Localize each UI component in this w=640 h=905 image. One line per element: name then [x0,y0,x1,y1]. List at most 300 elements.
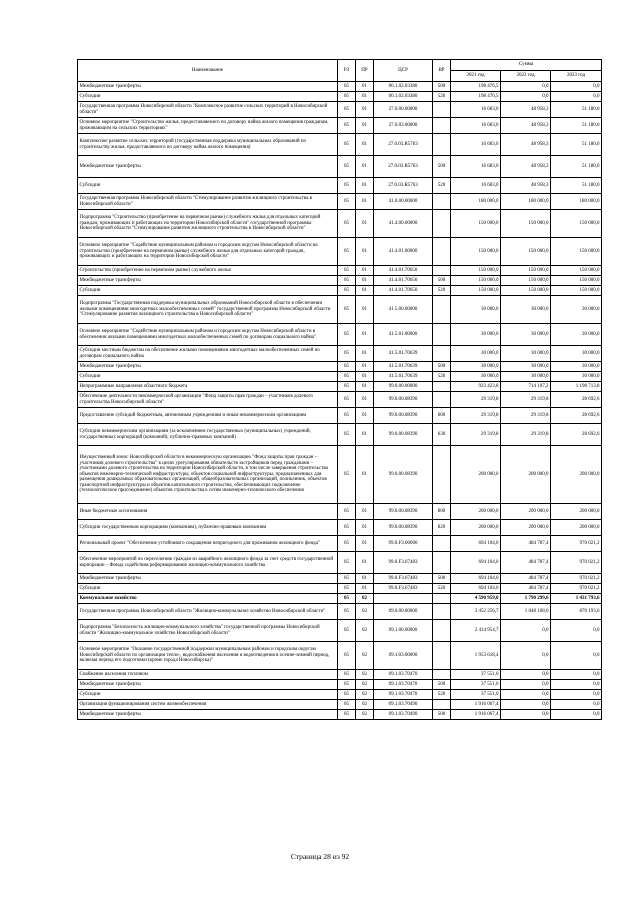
table-row [78,276,602,286]
cell-name: Обеспечение деятельности некоммерческой организации "Фонд защиты прав граждан – участников долевого строительства Новосибирской области" [78,392,338,408]
cell-2023: 51 180,0 [551,118,602,134]
cell-csr: 09.1.03.70490 [374,710,433,720]
table-row [78,362,602,372]
cell-2022: 48 958,3 [501,118,551,134]
cell-2022: 484 787,4 [501,574,551,584]
cell-2023: 30 000,0 [551,372,602,382]
header-vr: ВР [433,60,451,82]
cell-rz: 05 [338,424,356,446]
cell-2021: 1 916 067,4 [451,700,501,710]
cell-name: Субсидии некоммерческим организациям (за исключением государственных (муниципальных) учреждений, государственных корпораций (компаний), публично-правовых компаний) [78,424,338,446]
table-row [78,92,602,102]
cell-csr: 99.0.F3.67483 [374,584,433,594]
cell-pr: 01 [356,408,374,424]
cell-vr: 520 [433,178,451,194]
cell-2021: 200 000,0 [451,520,501,536]
table-row [78,134,602,156]
cell-vr: 500 [433,574,451,584]
cell-vr [433,266,451,276]
cell-vr [433,194,451,210]
table-row [78,346,602,362]
cell-name: Межбюджетные трансферты [78,710,338,720]
cell-2022: 0,0 [501,82,551,92]
cell-2022: 29 319,8 [501,424,551,446]
cell-pr: 01 [356,210,374,238]
table-row [78,392,602,408]
cell-pr: 02 [356,670,374,680]
cell-name: Межбюджетные трансферты [78,680,338,690]
cell-rz: 05 [338,520,356,536]
cell-name: Межбюджетные трансферты [78,156,338,178]
table-row [78,324,602,346]
cell-2021: 30 000,0 [451,296,501,324]
table-row [78,642,602,670]
cell-pr: 01 [356,134,374,156]
cell-2021: 30 000,0 [451,324,501,346]
cell-csr: 41.4.01.70650 [374,286,433,296]
cell-rz: 05 [338,266,356,276]
cell-2022: 0,0 [501,710,551,720]
cell-vr [433,102,451,118]
cell-csr: 41.4.01.00000 [374,238,433,266]
cell-2023: 150 000,0 [551,210,602,238]
table-row [78,710,602,720]
cell-name: Основное мероприятие "Строительство жилья, предоставляемого по договору найма жилого помещения гражданам, проживающим на сельских территориях" [78,118,338,134]
cell-csr: 09.0.00.00000 [374,604,433,620]
header-year-2023: 2023 год [551,71,602,82]
cell-name: Субсидии [78,584,338,594]
cell-rz: 05 [338,392,356,408]
cell-pr: 01 [356,82,374,92]
cell-vr: 520 [433,92,451,102]
cell-pr: 02 [356,594,374,604]
cell-rz: 05 [338,700,356,710]
cell-rz: 05 [338,178,356,194]
cell-2023: 0,0 [551,82,602,92]
cell-2022: 48 958,3 [501,102,551,118]
cell-name: Обеспечение мероприятий по переселению граждан из аварийного жилищного фонда за счет средств государственной корпорации – Фонда содействия реформированию жилищно-коммунального хозяйства [78,552,338,574]
cell-vr: 630 [433,424,451,446]
cell-csr: 99.0.00.08390 [374,424,433,446]
cell-vr [433,536,451,552]
cell-rz: 05 [338,594,356,604]
cell-rz: 05 [338,690,356,700]
cell-pr: 01 [356,362,374,372]
cell-pr: 01 [356,238,374,266]
cell-2021: 16 683,0 [451,178,501,194]
cell-2021: 1 953 618,4 [451,642,501,670]
cell-2022: 150 000,0 [501,276,551,286]
cell-vr: 500 [433,710,451,720]
cell-2022: 484 787,4 [501,552,551,574]
cell-2022: 30 000,0 [501,346,551,362]
cell-rz: 05 [338,82,356,92]
cell-2021: 16 683,0 [451,118,501,134]
cell-pr: 01 [356,296,374,324]
table-row [78,82,602,92]
cell-2021: 923 423,8 [451,382,501,392]
table-row [78,620,602,642]
cell-name: Имущественный взнос Новосибирской области в некоммерческую организацию "Фонд защиты прав граждан – участников долевого строительства" в целях урегулирования обязательств застройщиков перед гражданами – участниками долевого строительства на территории Новосибирской области, в том числе завершения строительства объектов инженерно-технической инфраструктуры, объектов социальной инфраструктуры, предназначенных для размещения дошкольных образовательных организаций, общеобразовательных организаций, поликлиник, объектов транспортной инфраструктуры и объектов капитального строительства, обеспечивающих подключение (технологическое присоединение) объектов строительства к сетям инженерно-технического обеспечения [78,446,338,504]
cell-csr: 06.1.02.03380 [374,82,433,92]
cell-csr: 09.1.03.70470 [374,690,433,700]
cell-name: Предоставление субсидий бюджетным, автономным учреждениям и иным некоммерческим организациям [78,408,338,424]
cell-2021: 30 000,0 [451,346,501,362]
cell-2023: 0,0 [551,700,602,710]
cell-2022: 30 000,0 [501,372,551,382]
cell-rz: 05 [338,584,356,594]
cell-2021: 694 104,0 [451,574,501,584]
cell-2021: 37 551,0 [451,690,501,700]
cell-pr: 01 [356,536,374,552]
cell-2023: 180 000,0 [551,194,602,210]
cell-2021: 16 683,0 [451,134,501,156]
table-row [78,286,602,296]
header-pr: ПР [356,60,374,82]
cell-csr: 27.0.00.00000 [374,102,433,118]
cell-vr: 520 [433,372,451,382]
cell-csr: 99.0.00.08390 [374,520,433,536]
cell-csr: 99.0.F3.67483 [374,574,433,584]
cell-2023: 200 000,0 [551,446,602,504]
cell-name: Основное мероприятие "Содействие муниципальным районам и городским округам Новосибирской области в обеспечении жилыми помещениями многодетных малообеспеченных семей по договорам социального найма" [78,324,338,346]
cell-pr: 01 [356,520,374,536]
cell-vr [433,446,451,504]
cell-pr: 01 [356,92,374,102]
cell-vr [433,392,451,408]
cell-name: Межбюджетные трансферты [78,362,338,372]
cell-csr: 41.5.00.00000 [374,296,433,324]
cell-rz: 05 [338,286,356,296]
cell-vr [433,118,451,134]
cell-csr: 09.1.03.70470 [374,680,433,690]
cell-name: Организация функционирования систем жизнеобеспечения [78,700,338,710]
budget-table [77,59,602,720]
cell-2022: 0,0 [501,700,551,710]
table-row [78,584,602,594]
cell-name: Непрограммные направления областного бюджета [78,382,338,392]
cell-rz: 05 [338,620,356,642]
header-rz: РЗ [338,60,356,82]
cell-name: Государственная программа Новосибирской области "Жилищно-коммунальное хозяйство Новосибирской области" [78,604,338,620]
cell-rz: 05 [338,238,356,266]
cell-vr: 820 [433,520,451,536]
cell-pr: 01 [356,346,374,362]
cell-2023: 0,0 [551,92,602,102]
table-row [78,296,602,324]
cell-2023: 200 000,0 [551,504,602,520]
cell-name: Подпрограмма "Государственная поддержка муниципальных образований Новосибирской области в обеспечении жилыми помещениями многодетных малообеспеченных семей" государственной программы Новосибирской области "Стимулирование развития жилищного строительства в Новосибирской области" [78,296,338,324]
cell-vr [433,620,451,642]
cell-pr: 02 [356,710,374,720]
cell-pr: 01 [356,372,374,382]
cell-rz: 05 [338,324,356,346]
cell-pr: 01 [356,324,374,346]
cell-csr: 99.0.00.08390 [374,392,433,408]
cell-pr: 01 [356,446,374,504]
cell-2023: 0,0 [551,680,602,690]
table-row [78,670,602,680]
table-row [78,382,602,392]
cell-csr: 09.1.00.00000 [374,620,433,642]
table-row [78,194,602,210]
cell-csr: 41.4.01.70650 [374,276,433,286]
cell-2021: 150 000,0 [451,276,501,286]
cell-csr: 41.4.00.00000 [374,210,433,238]
cell-rz: 05 [338,362,356,372]
cell-2022: 0,0 [501,642,551,670]
cell-name: Основное мероприятие "Содействие муниципальным районам и городским округам Новосибирской области на строительство (приобретение на первичном рынке) служебного жилья для отдельных категорий граждан, проживающих и работающих на территории Новосибирской области" [78,238,338,266]
header-csr: ЦСР [374,60,433,82]
table-row [78,238,602,266]
cell-vr: 600 [433,408,451,424]
cell-vr: 520 [433,584,451,594]
cell-2022: 150 000,0 [501,210,551,238]
cell-2021: 3 452 256,7 [451,604,501,620]
cell-vr [433,210,451,238]
cell-pr: 02 [356,700,374,710]
cell-2021: 29 319,8 [451,392,501,408]
cell-2021: 30 000,0 [451,372,501,382]
cell-2023: 30 000,0 [551,324,602,346]
cell-2022: 180 000,0 [501,194,551,210]
cell-vr [433,238,451,266]
cell-name: Коммунальное хозяйство [78,594,338,604]
cell-2023: 0,0 [551,710,602,720]
table-row [78,574,602,584]
cell-pr: 01 [356,382,374,392]
cell-2023: 0,0 [551,642,602,670]
cell-csr: 27.0.03.R5763 [374,178,433,194]
cell-2023: 30 000,0 [551,362,602,372]
cell-2021: 30 000,0 [451,362,501,372]
cell-2023: 150 000,0 [551,266,602,276]
cell-pr: 01 [356,266,374,276]
cell-name: Субсидии государственным корпорациям (компаниям), публично-правовым компаниям [78,520,338,536]
cell-2022: 0,0 [501,92,551,102]
cell-pr: 01 [356,276,374,286]
cell-2022: 150 000,0 [501,266,551,276]
table-row [78,372,602,382]
cell-2023: 28 692,6 [551,392,602,408]
cell-name: Строительство (приобретение на первичном рынке) служебного жилья [78,266,338,276]
cell-2022: 150 000,0 [501,238,551,266]
cell-vr: 500 [433,82,451,92]
cell-vr [433,552,451,574]
cell-rz: 05 [338,372,356,382]
cell-2023: 28 692,6 [551,408,602,424]
header-name: Наименование [78,60,338,82]
table-row [78,700,602,710]
cell-csr: 99.0.00.08390 [374,504,433,520]
cell-2023: 30 000,0 [551,346,602,362]
cell-2021: 198 476,5 [451,92,501,102]
cell-2022: 150 000,0 [501,286,551,296]
cell-rz: 05 [338,574,356,584]
cell-rz: 05 [338,210,356,238]
cell-vr: 500 [433,276,451,286]
cell-pr: 01 [356,118,374,134]
table-row [78,102,602,118]
cell-name: Межбюджетные трансферты [78,82,338,92]
cell-2022: 0,0 [501,680,551,690]
cell-pr: 02 [356,620,374,642]
cell-csr: 41.5.01.70639 [374,346,433,362]
cell-name: Региональный проект "Обеспечение устойчивого сокращения непригодного для проживания жилищного фонда" [78,536,338,552]
cell-csr: 41.4.01.70650 [374,266,433,276]
cell-2021: 200 000,0 [451,446,501,504]
cell-2022: 30 000,0 [501,324,551,346]
cell-2023: 150 000,0 [551,238,602,266]
cell-2023: 1 431 793,6 [551,594,602,604]
cell-csr: 99.0.00.08390 [374,446,433,504]
cell-2023: 51 180,0 [551,102,602,118]
cell-rz: 05 [338,680,356,690]
cell-csr [374,594,433,604]
header-year-2021: 2021 год [451,71,501,82]
cell-2022: 200 000,0 [501,520,551,536]
cell-csr: 41.5.01.70639 [374,372,433,382]
cell-csr: 99.0.F3.00000 [374,536,433,552]
cell-2022: 714 107,2 [501,382,551,392]
cell-2021: 200 000,0 [451,504,501,520]
cell-rz: 05 [338,642,356,670]
cell-2021: 29 319,8 [451,408,501,424]
cell-2023: 870 193,6 [551,604,602,620]
cell-csr: 41.5.01.70639 [374,362,433,372]
cell-csr: 99.0.00.00000 [374,382,433,392]
cell-vr [433,604,451,620]
cell-vr [433,324,451,346]
cell-csr: 09.1.03.70490 [374,700,433,710]
cell-2023: 30 000,0 [551,296,602,324]
cell-rz: 05 [338,604,356,620]
cell-csr: 27.0.03.00000 [374,118,433,134]
cell-vr [433,346,451,362]
cell-2023: 0,0 [551,620,602,642]
cell-vr [433,642,451,670]
cell-vr: 520 [433,286,451,296]
cell-rz: 05 [338,670,356,680]
cell-2021: 16 683,0 [451,102,501,118]
table-row [78,690,602,700]
cell-name: Комплексное развитие сельских территорий (государственная поддержка муниципальных образований по строительству жилья, предоставляемого по договору найма жилого помещения) [78,134,338,156]
cell-name: Подпрограмма "Строительство (приобретение на первичном рынке) служебного жилья для отдельных категорий граждан, проживающих и работающих на территории Новосибирской области" государственной программы Новосибирской области "Стимулирование развития жилищного строительства в Новосибирской области" [78,210,338,238]
cell-vr [433,382,451,392]
cell-name: Государственная программа Новосибирской области "Комплексное развитие сельских территорий в Новосибирской области" [78,102,338,118]
cell-2022: 0,0 [501,690,551,700]
cell-pr: 01 [356,552,374,574]
cell-pr: 01 [356,392,374,408]
cell-name: Межбюджетные трансферты [78,574,338,584]
cell-2022: 0,0 [501,620,551,642]
cell-csr: 27.0.03.R5763 [374,156,433,178]
cell-pr: 01 [356,574,374,584]
cell-rz: 05 [338,134,356,156]
cell-rz: 05 [338,92,356,102]
cell-2022: 30 000,0 [501,362,551,372]
cell-2021: 2 414 954,7 [451,620,501,642]
table-row [78,424,602,446]
cell-csr: 41.0.00.00000 [374,194,433,210]
cell-name: Основное мероприятие "Оказание государственной поддержки муниципальным районам и городским округам Новосибирской области по организации тепло-, водоснабжения населения и водоотведения в осенне-зимний период, включая период его подготовки (кроме города Новосибирска)" [78,642,338,670]
cell-2023: 150 000,0 [551,286,602,296]
cell-2021: 1 916 067,4 [451,710,501,720]
cell-2022: 200 000,0 [501,446,551,504]
cell-csr: 27.0.03.R5763 [374,134,433,156]
cell-rz: 05 [338,552,356,574]
header-sum: Сумма [451,60,602,71]
cell-pr: 02 [356,680,374,690]
cell-name: Подпрограмма "Безопасность жилищно-коммунального хозяйства" государственной программы Новосибирской области "Жилищно-коммунальное хозяйство Новосибирской области" [78,620,338,642]
table-row [78,604,602,620]
cell-name: Субсидии местным бюджетам на обеспечение жилыми помещениями многодетных малообеспеченных семей по договорам социального найма [78,346,338,362]
cell-rz: 05 [338,446,356,504]
cell-2021: 29 319,8 [451,424,501,446]
cell-2023: 970 021,2 [551,584,602,594]
cell-2022: 29 319,8 [501,408,551,424]
cell-csr: 09.1.03.00000 [374,642,433,670]
cell-pr: 01 [356,584,374,594]
cell-2022: 200 000,0 [501,504,551,520]
cell-rz: 05 [338,504,356,520]
cell-2021: 180 000,0 [451,194,501,210]
table-row [78,504,602,520]
cell-2021: 694 104,0 [451,536,501,552]
cell-csr: 06.1.02.03380 [374,92,433,102]
cell-2021: 150 000,0 [451,210,501,238]
cell-name: Субсидии [78,178,338,194]
page-number: Страница 28 из 92 [290,852,350,861]
cell-pr: 01 [356,504,374,520]
cell-2021: 37 551,0 [451,670,501,680]
cell-rz: 05 [338,118,356,134]
cell-2022: 30 000,0 [501,296,551,324]
cell-name: Субсидии [78,286,338,296]
cell-2023: 51 180,0 [551,156,602,178]
cell-rz: 05 [338,536,356,552]
cell-vr: 800 [433,504,451,520]
cell-name: Снабжение населения топливом [78,670,338,680]
cell-vr [433,296,451,324]
cell-name: Государственная программа Новосибирской области "Стимулирование развития жилищного строительства в Новосибирской области" [78,194,338,210]
cell-rz: 05 [338,276,356,286]
header-year-2022: 2022 год [501,71,551,82]
cell-2021: 37 551,0 [451,680,501,690]
cell-vr [433,134,451,156]
cell-2023: 1 198 713,8 [551,382,602,392]
table-row [78,520,602,536]
cell-pr: 02 [356,604,374,620]
table-row [78,408,602,424]
cell-2023: 150 000,0 [551,276,602,286]
cell-2021: 4 590 959,0 [451,594,501,604]
table-row [78,266,602,276]
table-row [78,156,602,178]
cell-2022: 484 787,4 [501,584,551,594]
cell-name: Иные бюджетные ассигнования [78,504,338,520]
table-body [78,82,602,720]
cell-2022: 484 787,4 [501,536,551,552]
cell-2021: 198 476,5 [451,82,501,92]
cell-pr: 02 [356,690,374,700]
cell-pr: 01 [356,286,374,296]
cell-name: Межбюджетные трансферты [78,276,338,286]
cell-2023: 0,0 [551,690,602,700]
table-row [78,178,602,194]
cell-pr: 02 [356,642,374,670]
cell-2022: 48 958,3 [501,134,551,156]
